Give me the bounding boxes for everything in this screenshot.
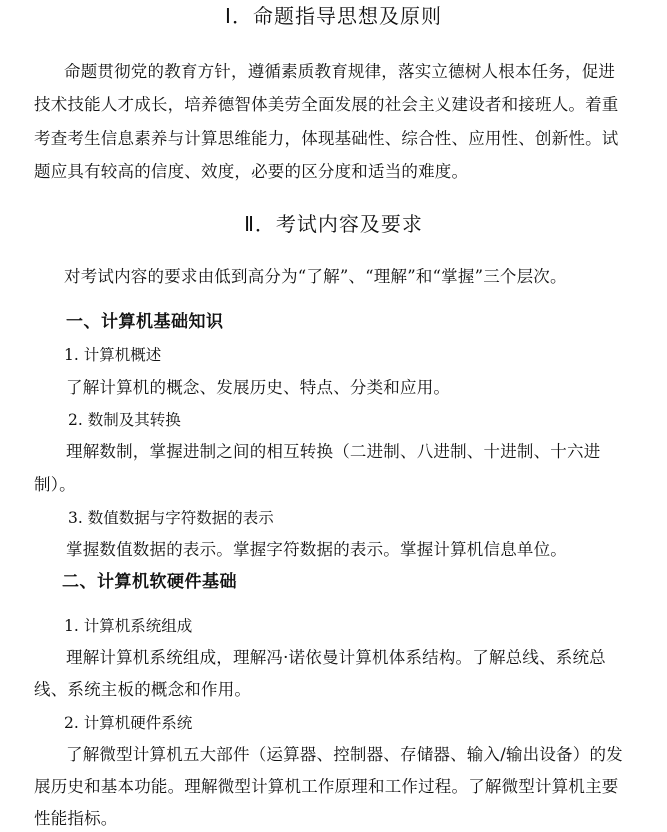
item-number-systems-text-1: 理解数制，掌握进制之间的相互转换（二进制、八进制、十进制、十六进 [66, 442, 601, 461]
item-hardware-system-title: 2. 计算机硬件系统 [64, 714, 193, 732]
item-hardware-system-text-3: 性能指标。 [34, 809, 118, 828]
principle-line-1: 命题贯彻党的教育方针，遵循素质教育规律，落实立德树人根本任务，促进 [64, 62, 616, 81]
heading-guiding-principles: Ⅰ．命题指导思想及原则 [225, 4, 442, 28]
principle-line-3: 考查考生信息素养与计算思维能力，体现基础性、综合性、应用性、创新性。试 [34, 129, 619, 148]
item-system-composition-title: 1. 计算机系统组成 [64, 617, 193, 635]
item-system-composition-text-1: 理解计算机系统组成，理解冯·诺依曼计算机体系结构。了解总线、系统总 [66, 648, 606, 667]
item-system-composition-text-2: 线、系统主板的概念和作用。 [34, 680, 252, 699]
section-basic-knowledge-title: 一、计算机基础知识 [66, 312, 224, 332]
item-number-systems-title: 2. 数制及其转换 [68, 411, 181, 429]
item-computer-overview-text: 了解计算机的概念、发展历史、特点、分类和应用。 [66, 378, 451, 397]
item-number-systems-text-2: 制）。 [34, 475, 76, 494]
item-hardware-system-text-1: 了解微型计算机五大部件（运算器、控制器、存储器、输入/输出设备）的发 [66, 745, 623, 764]
section-hardware-software-title: 二、计算机软硬件基础 [62, 572, 237, 592]
principle-line-2: 技术技能人才成长，培养德智体美劳全面发展的社会主义建设者和接班人。着重 [34, 95, 619, 114]
item-hardware-system-text-2: 展历史和基本功能。理解微型计算机工作原理和工作过程。了解微型计算机主要 [34, 777, 619, 796]
item-computer-overview-title: 1. 计算机概述 [64, 346, 162, 364]
item-data-representation-text: 掌握数值数据的表示。掌握字符数据的表示。掌握计算机信息单位。 [66, 540, 567, 559]
levels-intro: 对考试内容的要求由低到高分为“了解”、“理解”和“掌握”三个层次。 [64, 267, 567, 286]
item-data-representation-title: 3. 数值数据与字符数据的表示 [68, 509, 274, 527]
heading-exam-content: Ⅱ．考试内容及要求 [244, 212, 423, 236]
principle-line-4: 题应具有较高的信度、效度，必要的区分度和适当的难度。 [34, 162, 469, 181]
